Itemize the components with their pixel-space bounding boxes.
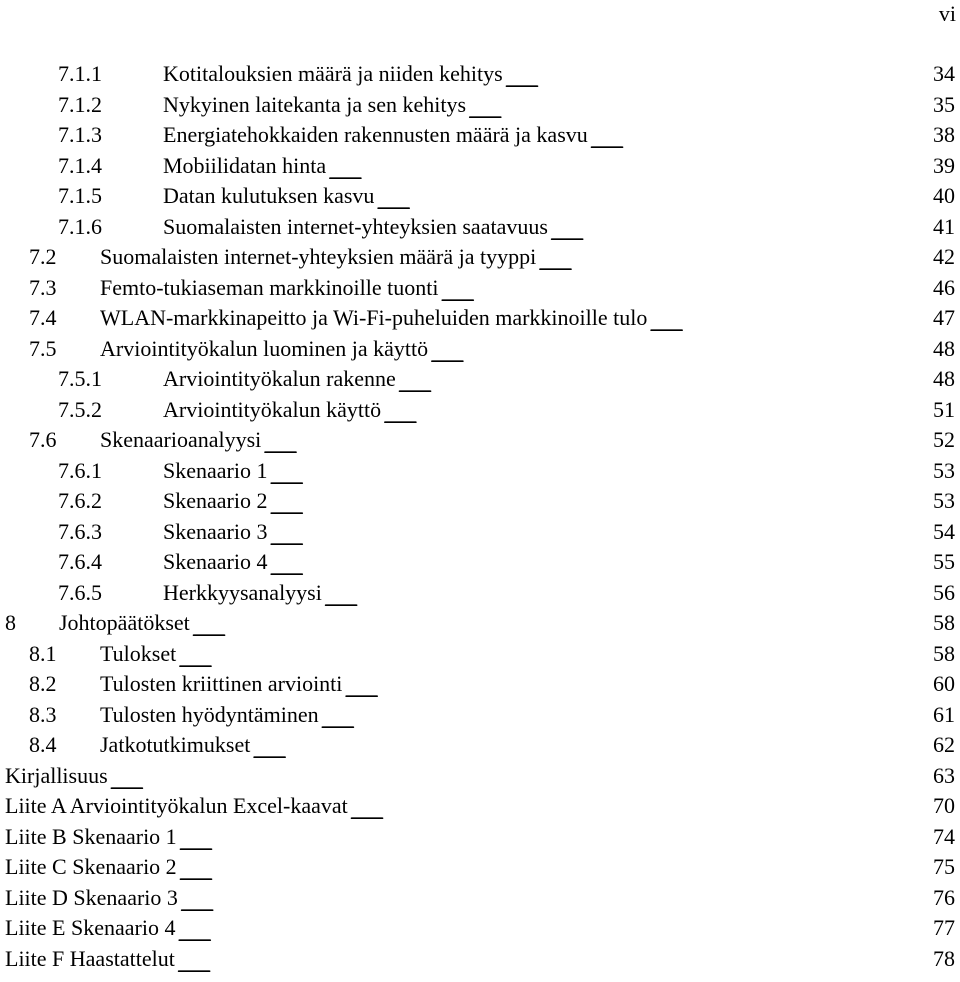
toc-entry[interactable] bbox=[5, 212, 955, 243]
toc-entry-title: Femto-tukiaseman markkinoille tuonti bbox=[100, 274, 439, 300]
toc-entry[interactable] bbox=[5, 425, 955, 456]
toc-entry-number: 8.1 bbox=[29, 640, 57, 666]
toc-entry-number: 7.4 bbox=[29, 305, 57, 331]
toc-entry-number: 7.5.2 bbox=[58, 396, 102, 422]
toc-entry-number: 7.1.2 bbox=[58, 91, 102, 117]
toc-entry-page: 46 bbox=[933, 274, 955, 300]
toc-entry-title: Arviointityökalun luominen ja käyttö bbox=[100, 335, 429, 361]
toc-entry-page: 39 bbox=[933, 152, 955, 178]
toc-entry-title: Liite E Skenaario 4 bbox=[5, 915, 176, 941]
toc-entry-page: 48 bbox=[933, 366, 955, 392]
toc-entry-number: 7.6.1 bbox=[58, 457, 102, 483]
toc-entry-number: 7.1.5 bbox=[58, 183, 102, 209]
toc-entry-page: 48 bbox=[933, 335, 955, 361]
dot-leader bbox=[324, 586, 931, 612]
toc-entry[interactable] bbox=[5, 791, 955, 822]
toc-entry-page: 77 bbox=[933, 915, 955, 941]
toc-entry-page: 75 bbox=[933, 854, 955, 880]
toc-entry-title: Skenaarioanalyysi bbox=[100, 427, 262, 453]
toc-entry-number: 8.3 bbox=[29, 701, 57, 727]
dot-leader bbox=[590, 128, 931, 154]
dot-leader bbox=[321, 708, 931, 734]
toc-entry[interactable] bbox=[5, 334, 955, 365]
toc-entry-page: 78 bbox=[933, 945, 955, 971]
toc-entry-page: 47 bbox=[933, 305, 955, 331]
dot-leader bbox=[269, 555, 931, 581]
toc-entry-title: Liite B Skenaario 1 bbox=[5, 823, 177, 849]
toc-entry-page: 53 bbox=[933, 457, 955, 483]
toc-entry-number: 7.6.3 bbox=[58, 518, 102, 544]
toc-entry-page: 63 bbox=[933, 762, 955, 788]
toc-entry-title: Jatkotutkimukset bbox=[100, 732, 251, 758]
toc-entry[interactable] bbox=[5, 822, 955, 853]
toc-entry-number: 8.2 bbox=[29, 671, 57, 697]
dot-leader bbox=[649, 311, 931, 337]
toc-entry-page: 62 bbox=[933, 732, 955, 758]
toc-entry[interactable] bbox=[5, 852, 955, 883]
toc-entry-number: 7.3 bbox=[29, 274, 57, 300]
toc-entry-number: 7.1.1 bbox=[58, 61, 102, 87]
toc-entry-title: Kirjallisuus bbox=[5, 762, 108, 788]
dot-leader bbox=[110, 769, 931, 795]
toc-entry-number: 8.4 bbox=[29, 732, 57, 758]
toc-entry[interactable] bbox=[5, 517, 955, 548]
toc-entry-number: 7.1.6 bbox=[58, 213, 102, 239]
dot-leader bbox=[180, 891, 931, 917]
toc-entry-title: Liite C Skenaario 2 bbox=[5, 854, 177, 880]
toc-entry[interactable] bbox=[5, 761, 955, 792]
toc-entry-title: Skenaario 3 bbox=[163, 518, 268, 544]
toc-entry-page: 56 bbox=[933, 579, 955, 605]
dot-leader bbox=[350, 799, 931, 825]
toc-entry-page: 74 bbox=[933, 823, 955, 849]
toc-entry-title: Tulokset bbox=[100, 640, 177, 666]
toc-entry-title: Suomalaisten internet-yhteyksien saatavuus bbox=[163, 213, 548, 239]
toc-entry[interactable] bbox=[5, 944, 955, 975]
toc-entry[interactable] bbox=[5, 883, 955, 914]
dot-leader bbox=[177, 952, 931, 978]
toc-entry-title: Kotitalouksien määrä ja niiden kehitys bbox=[163, 61, 503, 87]
toc-entry[interactable] bbox=[5, 700, 955, 731]
toc-entry-number: 7.6.4 bbox=[58, 549, 102, 575]
toc-entry-title: Suomalaisten internet-yhteyksien määrä ja tyyppi bbox=[100, 244, 537, 270]
toc-entry-page: 53 bbox=[933, 488, 955, 514]
toc-entry-title: Arviointityökalun käyttö bbox=[163, 396, 382, 422]
toc-entry-title: Johtopäätökset bbox=[59, 610, 190, 636]
dot-leader bbox=[328, 159, 931, 185]
dot-leader bbox=[269, 494, 931, 520]
toc-entry-page: 58 bbox=[933, 610, 955, 636]
toc-entry[interactable] bbox=[5, 578, 955, 609]
dot-leader bbox=[376, 189, 931, 215]
toc-entry-title: Liite D Skenaario 3 bbox=[5, 884, 178, 910]
dot-leader bbox=[179, 830, 931, 856]
toc-entry-title: Skenaario 1 bbox=[163, 457, 268, 483]
toc-entry-title: Tulosten kriittinen arviointi bbox=[100, 671, 343, 697]
page-number: vi bbox=[938, 1, 956, 26]
toc-entry-page: 52 bbox=[933, 427, 955, 453]
toc-entry-page: 35 bbox=[933, 91, 955, 117]
toc-entry[interactable] bbox=[5, 547, 955, 578]
toc-entry[interactable] bbox=[5, 242, 955, 273]
toc-entry[interactable] bbox=[5, 273, 955, 304]
toc-entry-title: Arviointityökalun rakenne bbox=[163, 366, 396, 392]
dot-leader bbox=[269, 464, 931, 490]
toc-entry-number: 8 bbox=[5, 610, 16, 636]
toc-entry-title: Liite A Arviointityökalun Excel-kaavat bbox=[5, 793, 348, 819]
toc-entry-page: 61 bbox=[933, 701, 955, 727]
toc-entry-title: Energiatehokkaiden rakennusten määrä ja kasvu bbox=[163, 122, 588, 148]
dot-leader bbox=[550, 220, 931, 246]
toc-entry-title: Skenaario 4 bbox=[163, 549, 268, 575]
toc-entry-number: 7.6.5 bbox=[58, 579, 102, 605]
toc-entry-title: Liite F Haastattelut bbox=[5, 945, 175, 971]
dot-leader bbox=[344, 677, 931, 703]
toc-entry-page: 54 bbox=[933, 518, 955, 544]
toc-entry[interactable] bbox=[5, 90, 955, 121]
toc-entry-number: 7.6 bbox=[29, 427, 57, 453]
toc-entry-title: WLAN-markkinapeitto ja Wi-Fi-puheluiden markkinoille tulo bbox=[100, 305, 648, 331]
toc-entry[interactable] bbox=[5, 181, 955, 212]
toc-entry-page: 58 bbox=[933, 640, 955, 666]
dot-leader bbox=[441, 281, 932, 307]
dot-leader bbox=[252, 738, 931, 764]
dot-leader bbox=[468, 98, 931, 124]
toc-entry-page: 34 bbox=[933, 61, 955, 87]
toc-entry-title: Skenaario 2 bbox=[163, 488, 268, 514]
toc-entry[interactable] bbox=[5, 639, 955, 670]
toc-entry[interactable] bbox=[5, 486, 955, 517]
toc-entry-title: Herkkyysanalyysi bbox=[163, 579, 322, 605]
toc-entry[interactable] bbox=[5, 151, 955, 182]
toc-entry-page: 42 bbox=[933, 244, 955, 270]
toc-entry[interactable] bbox=[5, 730, 955, 761]
toc-entry-page: 76 bbox=[933, 884, 955, 910]
toc-entry[interactable] bbox=[5, 608, 955, 639]
toc-entry-page: 51 bbox=[933, 396, 955, 422]
dot-leader bbox=[430, 342, 931, 368]
toc-entry-number: 7.1.4 bbox=[58, 152, 102, 178]
toc-entry-number: 7.5 bbox=[29, 335, 57, 361]
dot-leader bbox=[538, 250, 931, 276]
dot-leader bbox=[178, 647, 931, 673]
toc-entry-page: 55 bbox=[933, 549, 955, 575]
toc-entry[interactable] bbox=[5, 59, 955, 90]
toc-entry[interactable] bbox=[5, 395, 955, 426]
toc-entry-title: Mobiilidatan hinta bbox=[163, 152, 327, 178]
toc-entry-number: 7.2 bbox=[29, 244, 57, 270]
toc-entry-page: 70 bbox=[933, 793, 955, 819]
dot-leader bbox=[192, 616, 931, 642]
toc-entry-page: 40 bbox=[933, 183, 955, 209]
toc-entry-title: Datan kulutuksen kasvu bbox=[163, 183, 375, 209]
toc-entry-title: Tulosten hyödyntäminen bbox=[100, 701, 319, 727]
dot-leader bbox=[263, 433, 931, 459]
toc-entry[interactable] bbox=[5, 303, 955, 334]
toc-entry-number: 7.1.3 bbox=[58, 122, 102, 148]
toc-entry[interactable] bbox=[5, 364, 955, 395]
toc-entry-title: Nykyinen laitekanta ja sen kehitys bbox=[163, 91, 467, 117]
toc-entry-number: 7.5.1 bbox=[58, 366, 102, 392]
dot-leader bbox=[179, 860, 931, 886]
dot-leader bbox=[177, 921, 931, 947]
toc-entry[interactable] bbox=[5, 456, 955, 487]
dot-leader bbox=[269, 525, 931, 551]
toc-entry[interactable] bbox=[5, 913, 955, 944]
toc-entry-number: 7.6.2 bbox=[58, 488, 102, 514]
toc-entry[interactable] bbox=[5, 120, 955, 151]
toc-entry[interactable] bbox=[5, 669, 955, 700]
dot-leader bbox=[383, 403, 931, 429]
dot-leader bbox=[505, 67, 931, 93]
toc-entry-page: 60 bbox=[933, 671, 955, 697]
dot-leader bbox=[398, 372, 931, 398]
toc-entry-page: 41 bbox=[933, 213, 955, 239]
table-of-contents bbox=[5, 59, 955, 974]
toc-entry-page: 38 bbox=[933, 122, 955, 148]
